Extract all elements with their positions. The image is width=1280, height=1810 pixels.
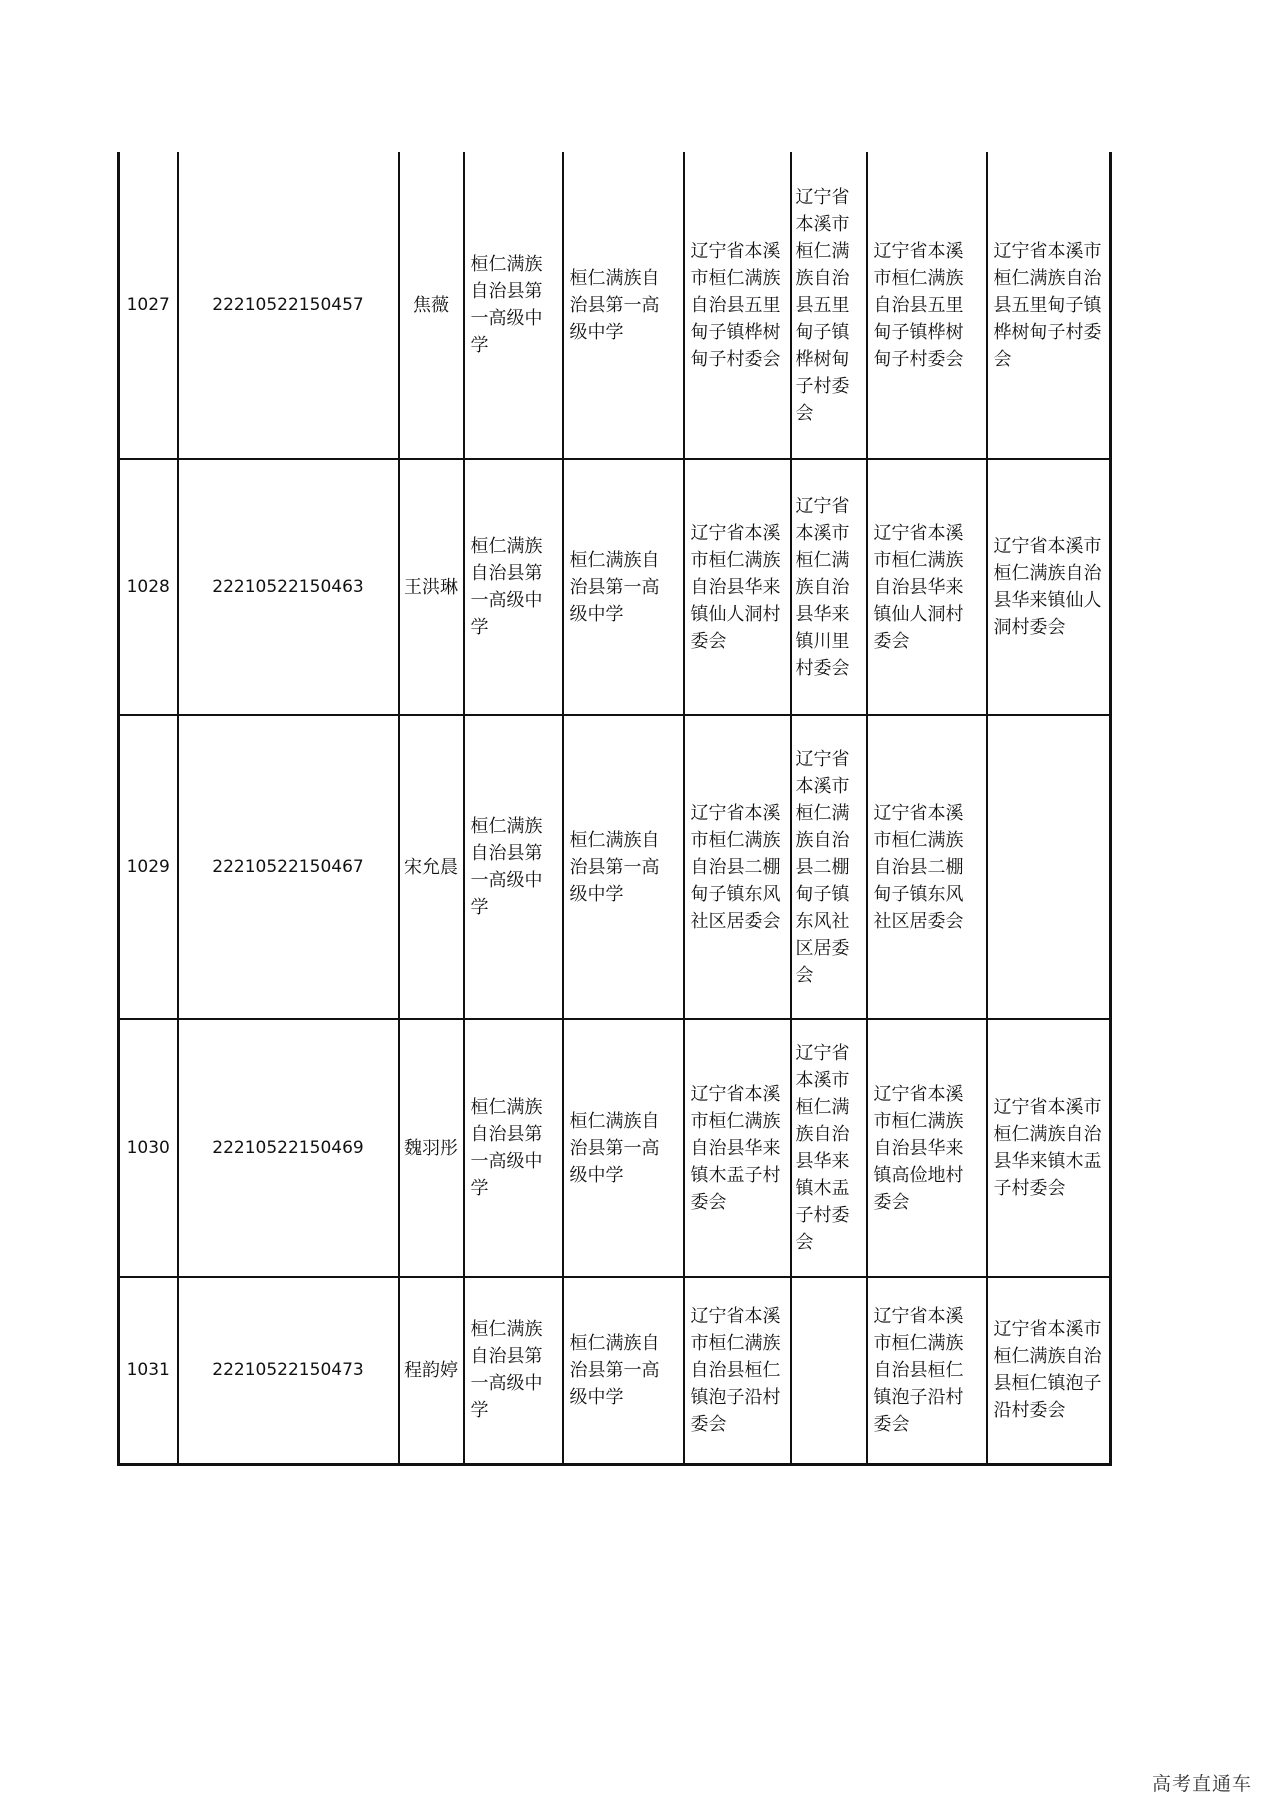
address-cell: [987, 715, 1111, 1019]
table-row: [119, 1019, 1111, 1277]
school-cell: 桓仁满族自治县第一高级中学: [464, 1277, 563, 1464]
school-cell: 桓仁满族自治县第一高级中学: [563, 152, 684, 459]
address-cell: 辽宁省本溪市桓仁满族自治县华来镇高俭地村委会: [867, 1019, 987, 1277]
student-table-container: [117, 152, 1109, 1466]
address-cell: 辽宁省本溪市桓仁满族自治县桓仁镇泡子沿村委会: [987, 1277, 1111, 1464]
school-cell: 桓仁满族自治县第一高级中学: [464, 1019, 563, 1277]
table-row: [119, 715, 1111, 1019]
exam-id: 22210522150469: [178, 1019, 399, 1277]
school-cell: 桓仁满族自治县第一高级中学: [563, 459, 684, 715]
address-cell: 辽宁省本溪市桓仁满族自治县华来镇木盂子村委会: [791, 1019, 867, 1277]
student-table: [117, 152, 1112, 1466]
row-number: 1027: [119, 152, 178, 459]
school-cell: 桓仁满族自治县第一高级中学: [563, 715, 684, 1019]
address-cell: 辽宁省本溪市桓仁满族自治县桓仁镇泡子沿村委会: [867, 1277, 987, 1464]
address-cell: 辽宁省本溪市桓仁满族自治县华来镇木盂子村委会: [987, 1019, 1111, 1277]
student-name: 魏羽彤: [399, 1019, 464, 1277]
address-cell: 辽宁省本溪市桓仁满族自治县华来镇仙人洞村委会: [867, 459, 987, 715]
address-cell: [791, 1277, 867, 1464]
address-cell: 辽宁省本溪市桓仁满族自治县五里甸子镇桦树甸子村委会: [791, 152, 867, 459]
address-cell: 辽宁省本溪市桓仁满族自治县二棚甸子镇东风社区居委会: [867, 715, 987, 1019]
address-cell: 辽宁省本溪市桓仁满族自治县五里甸子镇桦树甸子村委会: [987, 152, 1111, 459]
student-name: 宋允晨: [399, 715, 464, 1019]
exam-id: 22210522150463: [178, 459, 399, 715]
address-cell: 辽宁省本溪市桓仁满族自治县桓仁镇泡子沿村委会: [684, 1277, 791, 1464]
row-number: 1030: [119, 1019, 178, 1277]
address-cell: 辽宁省本溪市桓仁满族自治县华来镇仙人洞村委会: [684, 459, 791, 715]
table-row: [119, 1277, 1111, 1464]
student-name: 王洪琳: [399, 459, 464, 715]
school-cell: 桓仁满族自治县第一高级中学: [563, 1019, 684, 1277]
school-cell: 桓仁满族自治县第一高级中学: [464, 715, 563, 1019]
address-cell: 辽宁省本溪市桓仁满族自治县五里甸子镇桦树甸子村委会: [684, 152, 791, 459]
address-cell: 辽宁省本溪市桓仁满族自治县华来镇木盂子村委会: [684, 1019, 791, 1277]
student-name: 程韵婷: [399, 1277, 464, 1464]
school-cell: 桓仁满族自治县第一高级中学: [464, 459, 563, 715]
row-number: 1028: [119, 459, 178, 715]
address-cell: 辽宁省本溪市桓仁满族自治县华来镇仙人洞村委会: [987, 459, 1111, 715]
address-cell: 辽宁省本溪市桓仁满族自治县华来镇川里村委会: [791, 459, 867, 715]
exam-id: 22210522150473: [178, 1277, 399, 1464]
row-number: 1029: [119, 715, 178, 1019]
table-row: [119, 459, 1111, 715]
row-number: 1031: [119, 1277, 178, 1464]
exam-id: 22210522150457: [178, 152, 399, 459]
watermark-text: 高考直通车: [1151, 1773, 1252, 1795]
address-cell: 辽宁省本溪市桓仁满族自治县二棚甸子镇东风社区居委会: [791, 715, 867, 1019]
table-row: [119, 152, 1111, 459]
address-cell: 辽宁省本溪市桓仁满族自治县二棚甸子镇东风社区居委会: [684, 715, 791, 1019]
address-cell: 辽宁省本溪市桓仁满族自治县五里甸子镇桦树甸子村委会: [867, 152, 987, 459]
exam-id: 22210522150467: [178, 715, 399, 1019]
student-name: 焦薇: [399, 152, 464, 459]
school-cell: 桓仁满族自治县第一高级中学: [563, 1277, 684, 1464]
school-cell: 桓仁满族自治县第一高级中学: [464, 152, 563, 459]
